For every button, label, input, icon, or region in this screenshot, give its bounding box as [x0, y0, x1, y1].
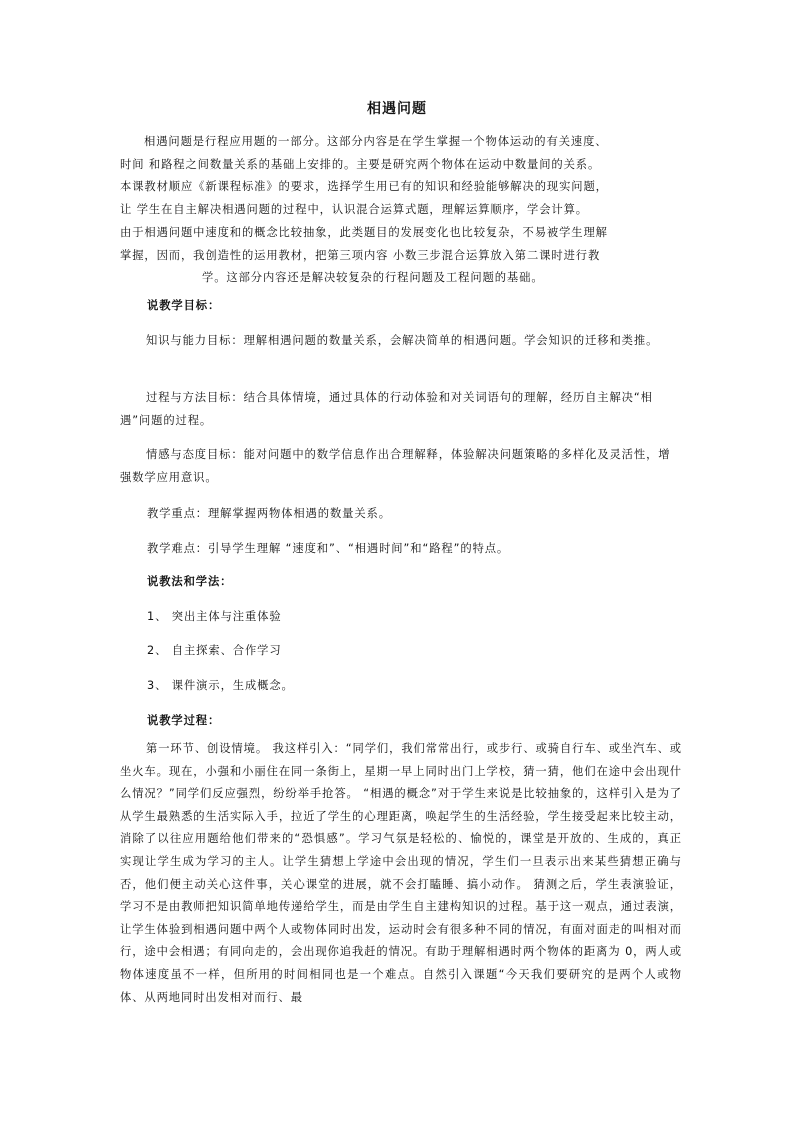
method-item: 2、 自主探索、合作学习 [147, 644, 282, 657]
process-heading: 说教学过程： [147, 714, 221, 727]
methods-heading: 说教法和学法： [147, 575, 233, 588]
method-item: 3、 课件演示，生成概念。 [147, 679, 294, 692]
intro-line: 时间 和路程之间数量关系的基础上安排的。主要是研究两个物体在运动中数量间的关系。 [120, 157, 601, 171]
intro-line: 相遇问题是行程应用题的一部分。这部分内容是在学生掌握一个物体运动的有关速度、 [144, 135, 608, 148]
intro-line: 由于相遇问题中速度和的概念比较抽象，此类题目的发展变化也比较复杂，不易被学生理解 [120, 225, 608, 239]
goal-process-paragraph: 过程与方法目标：结合具体情境，通过具体的行动体验和对关词语句的理解，经历自主解决“相遇”问题的过程。 [120, 391, 653, 427]
goal-knowledge-paragraph: 知识与能力目标：理解相遇问题的数量关系，会解决简单的相遇问题。学会知识的迁移和类推。 [146, 334, 659, 347]
intro-line: 掌握，因而，我创造性的运用教材，把第三项内容 小数三步混合运算放入第二课时进行教 [120, 248, 601, 262]
difficult-point-text: 教学难点：引导学生理解 “速度和”、“相遇时间”和“路程”的特点。 [147, 542, 510, 555]
goal-emotion-paragraph: 情感与态度目标：能对问题中的数学信息作出合理解释，体验解决问题策略的多样化及灵活性，增强数学应用意识。 [120, 448, 671, 484]
goals-heading: 说教学目标： [147, 299, 221, 312]
page-title: 相遇问题 [367, 101, 427, 117]
key-point-text: 教学重点：理解掌握两物体相遇的数量关系。 [147, 507, 391, 520]
process-paragraph: 第一环节、创设情境。 我这样引入：“同学们，我们常常出行，或步行、或骑自行车、或坐汽车、或坐火车。现在，小强和小丽住在同一条街上，星期一早上同时出门上学校，猜一猜，他们在途中会出现什么情况？”同学们反应强烈，纷纷举手抢答。 “相遇的概念”对于学生来说是比较抽象的，这样引入是为了从学生最熟悉的生活实际入手，拉近了学生的心理距离，唤起学生的生活经验，学生接受起来比较主动，消除了以往应用题给他们带来的“恐惧感”。学习气氛是轻松的、愉悦的，课堂是开放的、生成的，真正实现让学生成为学习的主人。让学生猜想上学途中会出现的情况，学生们一旦表示出来某些猜想正确与否，他们便主动关心这件事，关心课堂的进展，就不会打瞌睡、搞小动作。 猜测之后，学生表演验证，学习不是由教师把知识简单地传递给学生，而是由学生自主建构知识的过程。基于这一观点，通过表演，让学生体验到相遇问题中两个人或物体同时出发，运动时会有很多种不同的情况，有面对面走的叫相对而行，途中会相遇；有同向走的，会出现你追我赶的情况。有助于理解相遇时两个物体的距离为 0，两人或物体速度虽不一样，但所用的时间相同也是一个难点。自然引入课题“今天我们要研究的是两个人或物体、从两地同时出发相对而行、最 [120, 742, 682, 1004]
intro-paragraph [120, 131, 690, 290]
intro-line: 让 学生在自主解决相遇问题的过程中，认识混合运算式题，理解运算顺序，学会计算。 [120, 203, 588, 217]
method-item: 1、 突出主体与注重体验 [147, 610, 282, 623]
intro-line: 本课教材顺应《新课程标准》的要求，选择学生用已有的知识和经验能够解决的现实问题， [120, 180, 608, 194]
intro-line: 学。这部分内容还是解决较复杂的行程问题及工程问题的基础。 [202, 271, 544, 285]
